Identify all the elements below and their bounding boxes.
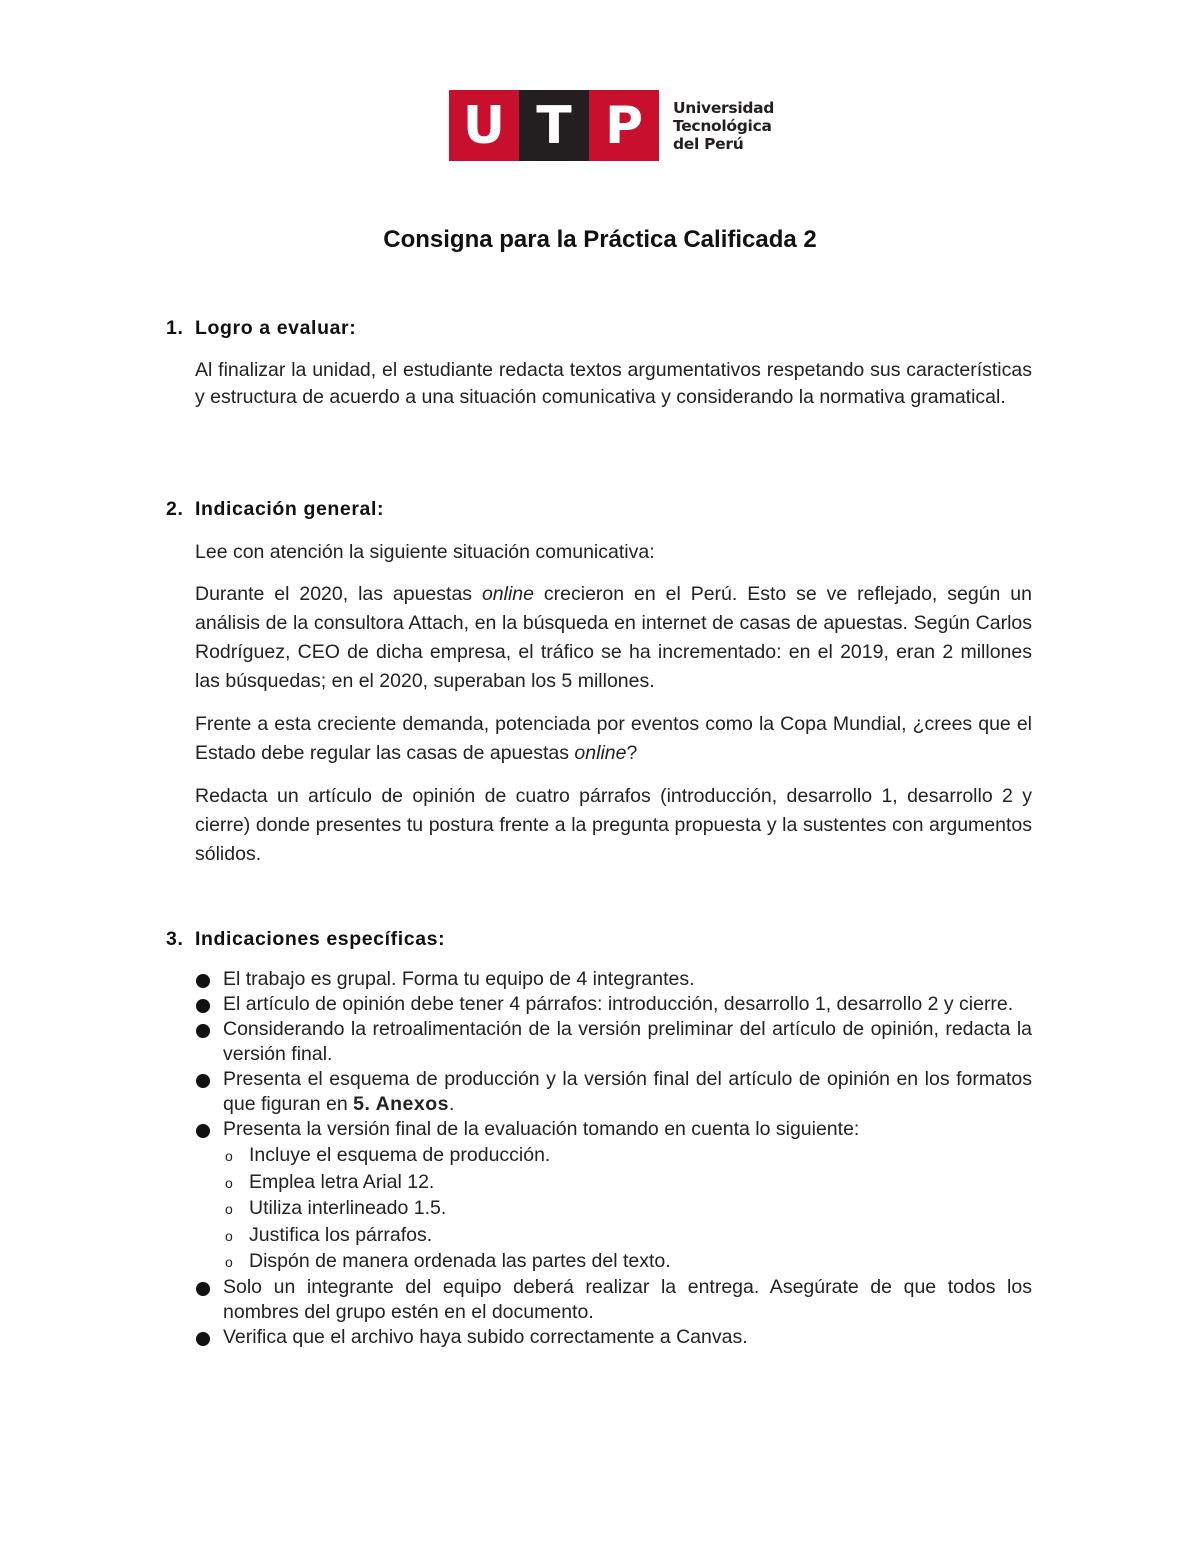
logo-letter-u: U (449, 90, 519, 161)
document-title: Consigna para la Práctica Calificada 2 (383, 226, 817, 253)
logo-letter-p: P (589, 90, 659, 161)
section-2-title: Indicación general: (195, 498, 385, 520)
logo-name-line-2: Tecnológica (673, 116, 772, 135)
section-1-paragraph: Al finalizar la unidad, el estudiante redacta textos argumentativos respetando sus características y estructura de acuerdo a una situación comunicativa y considerando la normativa gramatical. (195, 359, 1032, 408)
list-item: Solo un integrante del equipo deberá realizar la entrega. Asegúrate de que todos los nombres del grupo estén en el documento. (195, 1275, 1032, 1325)
p1-text-before: Durante el 2020, las apuestas (195, 583, 482, 605)
section-2-paragraph-1 (195, 580, 1032, 696)
p2-text-after: ? (626, 742, 638, 764)
section-2-heading (166, 498, 384, 521)
p1-italic-online: online (481, 583, 534, 605)
b4-text-after: . (449, 1093, 455, 1115)
b5-text: Presenta la versión final de la evaluación tomando en cuenta lo siguiente: (223, 1118, 860, 1140)
logo-name-line-1: Universidad (673, 98, 775, 117)
list-item (195, 1067, 1032, 1117)
final-version-sublist (223, 1142, 1032, 1275)
section-3-heading (166, 928, 445, 951)
sub-list-item: o Justifica los párrafos. (223, 1222, 1032, 1249)
list-item: El trabajo es grupal. Forma tu equipo de 4 integrantes. (195, 967, 1032, 992)
sub-list-item: o Incluye el esquema de producción. (223, 1142, 1032, 1169)
p2-italic-online: online (574, 742, 627, 764)
sub-list-item: o Emplea letra Arial 12. (223, 1169, 1032, 1196)
sub-list-item: o Dispón de manera ordenada las partes del texto. (223, 1248, 1032, 1275)
list-item (195, 1117, 1032, 1275)
section-1-title: Logro a evaluar: (195, 317, 357, 339)
p1-text-after: crecieron en el Perú. Esto se ve reflejado, según un análisis de la consultora Attach, en la búsqueda en internet de casas de apuestas. Según Carlos Rodríguez, CEO de dicha empresa, el tráfico se ha incrementado: en el 2019, eran 2 millones las búsquedas; en el 2020, superaban los 5 millones. (195, 583, 1032, 692)
logo-university-name (673, 90, 774, 161)
section-2-intro: Lee con atención la siguiente situación comunicativa: (195, 541, 655, 563)
list-item: El artículo de opinión debe tener 4 párrafos: introducción, desarrollo 1, desarrollo 2 y cierre. (195, 992, 1032, 1017)
section-2-paragraph-2 (195, 710, 1032, 768)
section-1-number: 1. (166, 317, 184, 339)
anexos-reference: 5. Anexos (353, 1093, 450, 1115)
section-3-title: Indicaciones específicas: (195, 928, 446, 950)
sub-list-item: o Utiliza interlineado 1.5. (223, 1195, 1032, 1222)
specific-instructions-list (195, 967, 1032, 1350)
section-1-heading (166, 317, 356, 340)
list-item: Considerando la retroalimentación de la versión preliminar del artículo de opinión, redacta la versión final. (195, 1017, 1032, 1067)
p2-text-before: Frente a esta creciente demanda, potenciada por eventos como la Copa Mundial, ¿crees que el Estado debe regular las casas de apuestas (195, 713, 1032, 764)
section-3-number: 3. (166, 928, 184, 950)
logo-name-line-3: del Perú (673, 134, 744, 153)
list-item: Verifica que el archivo haya subido correctamente a Canvas. (195, 1325, 1032, 1350)
utp-logo (449, 90, 774, 161)
logo-letter-t: T (519, 90, 589, 161)
b4-text-before: Presenta el esquema de producción y la versión final del artículo de opinión en los formatos que figuran en (223, 1068, 1032, 1115)
section-2-number: 2. (166, 498, 184, 520)
section-2-paragraph-3: Redacta un artículo de opinión de cuatro párrafos (introducción, desarrollo 1, desarrollo 2 y cierre) donde presentes tu postura frente a la pregunta propuesta y la sustentes con argumentos sólidos. (195, 785, 1032, 865)
